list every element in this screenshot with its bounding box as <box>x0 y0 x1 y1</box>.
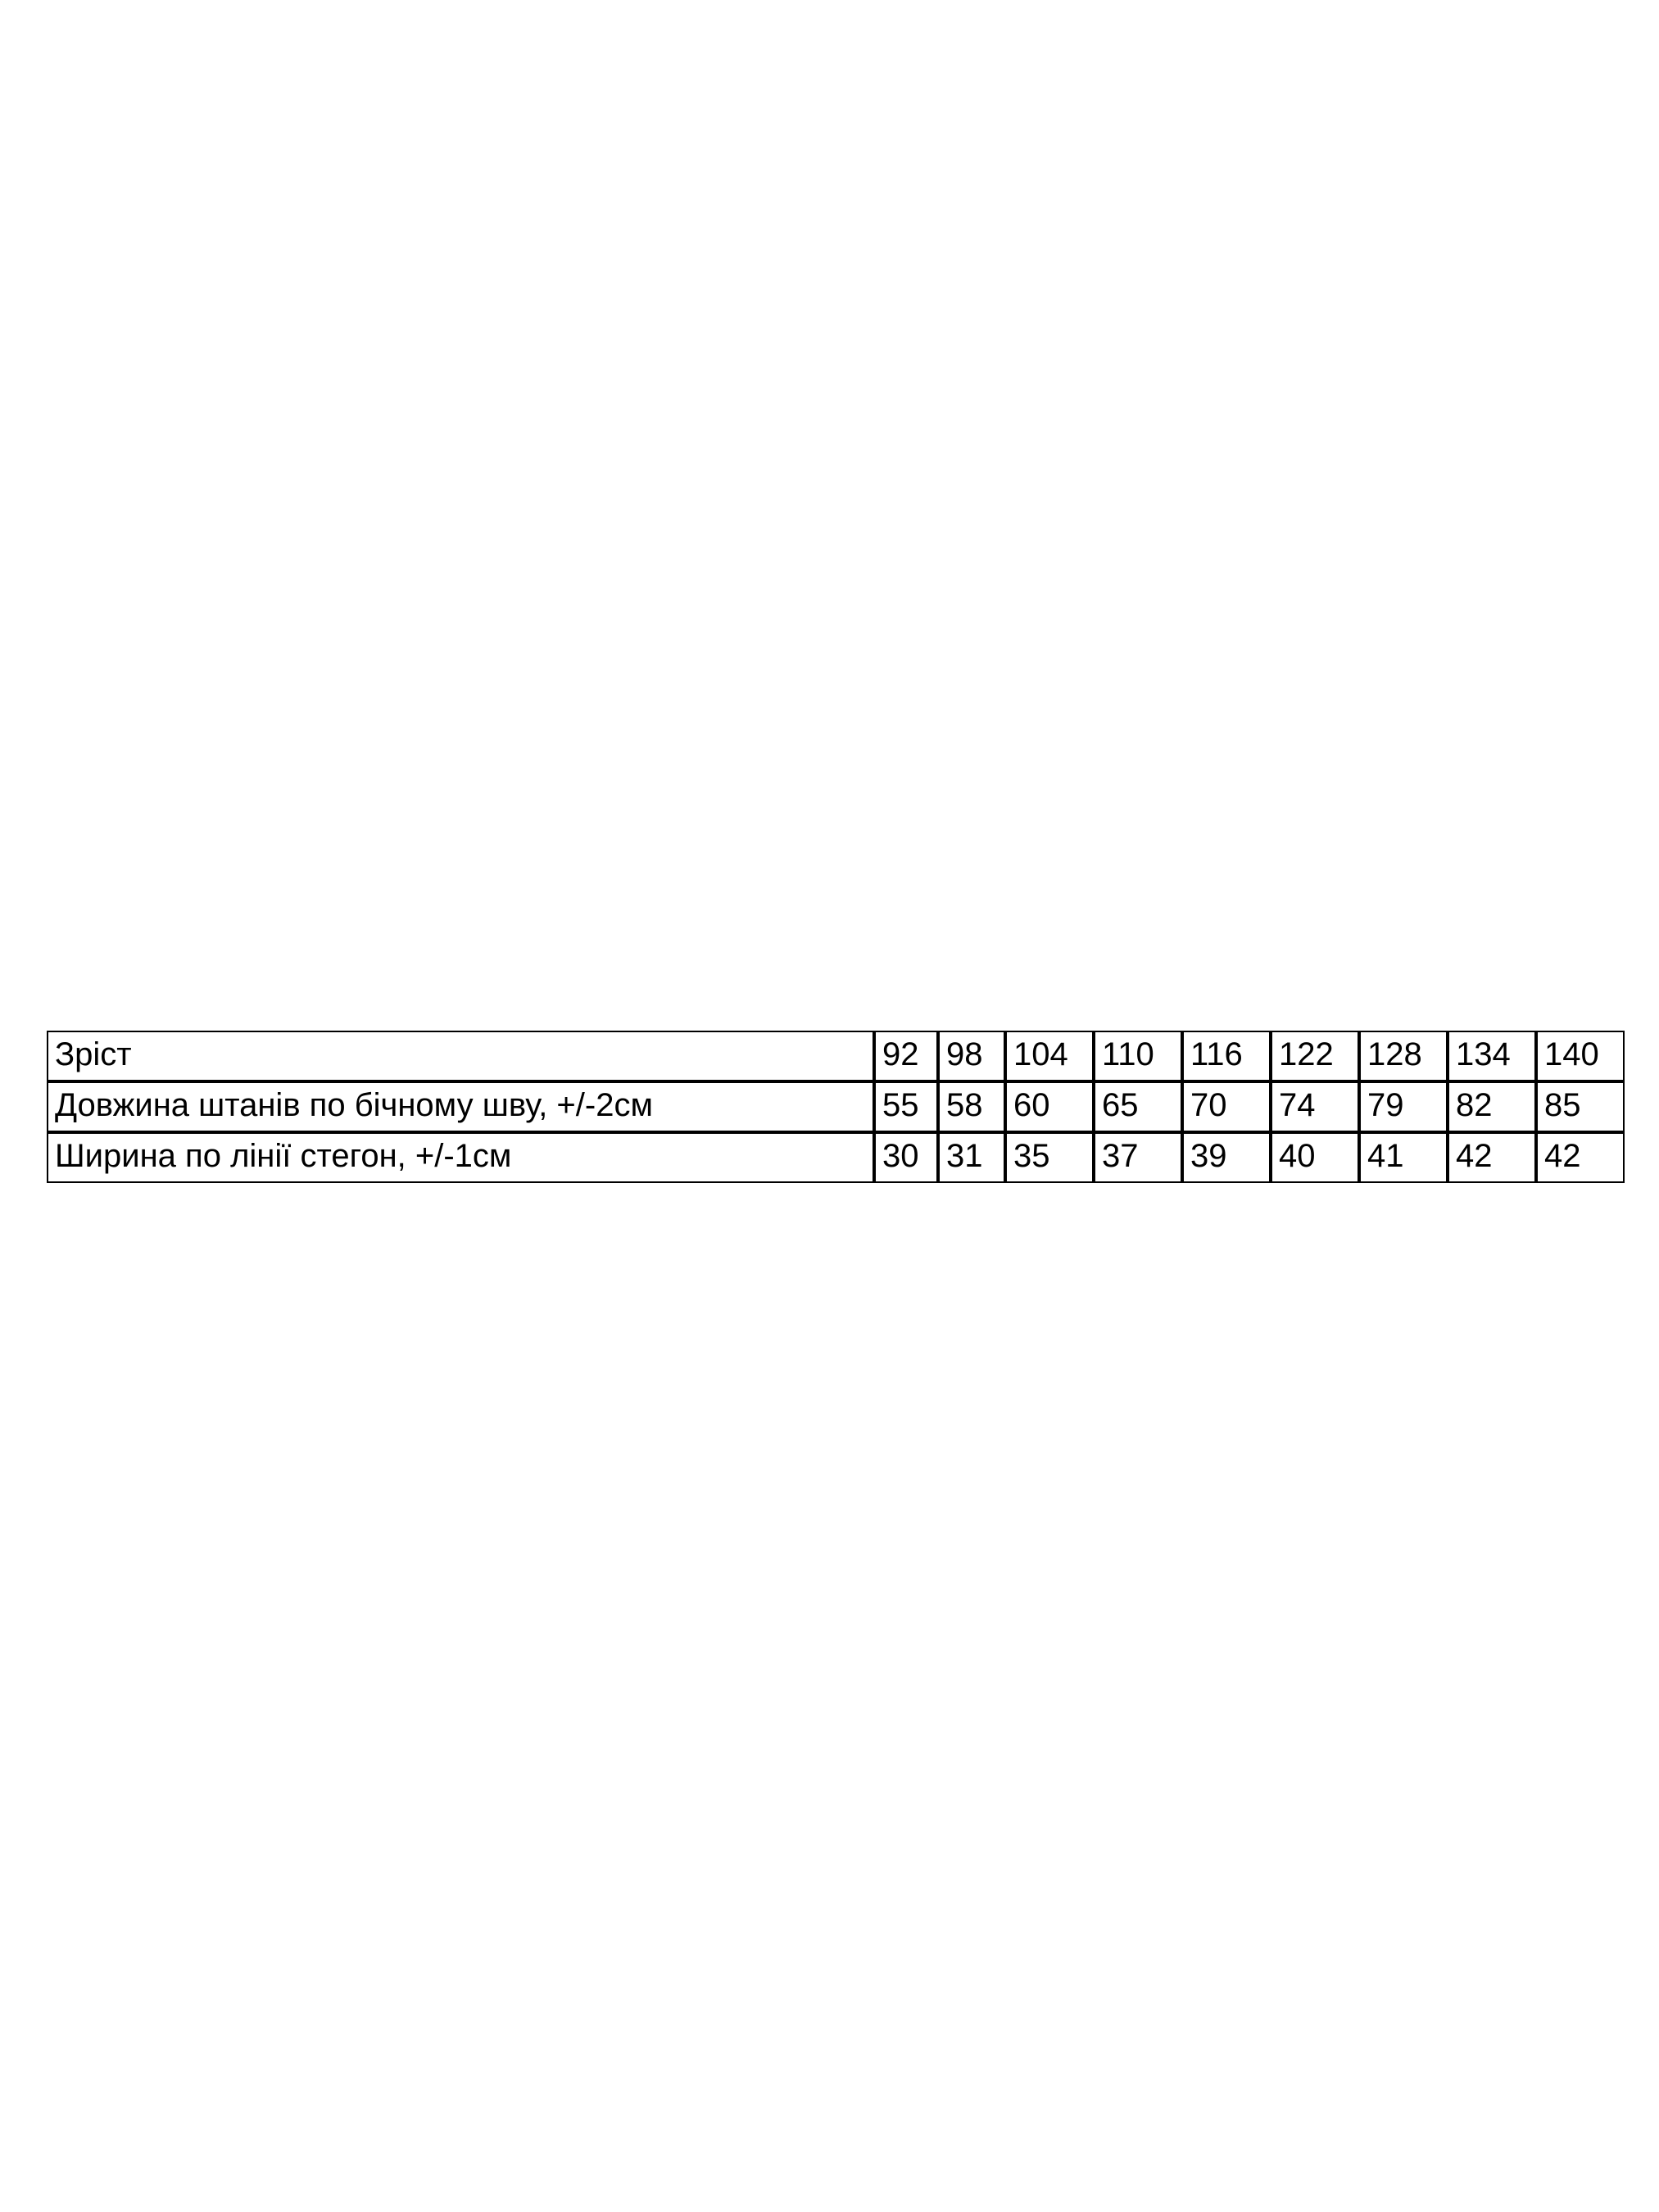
table-cell: 74 <box>1271 1081 1359 1132</box>
size-chart-table <box>47 1031 1625 1183</box>
table-cell: 134 <box>1448 1031 1536 1081</box>
table-cell: 37 <box>1094 1132 1182 1183</box>
table-cell: 60 <box>1005 1081 1094 1132</box>
row-label: Довжина штанів по бічному шву, +/-2см <box>47 1081 874 1132</box>
table-cell: 35 <box>1005 1132 1094 1183</box>
table-row <box>47 1081 1625 1132</box>
table-cell: 31 <box>938 1132 1005 1183</box>
table-cell: 116 <box>1182 1031 1271 1081</box>
table-cell: 65 <box>1094 1081 1182 1132</box>
size-chart-container <box>47 1031 1615 1183</box>
table-cell: 104 <box>1005 1031 1094 1081</box>
table-cell: 41 <box>1359 1132 1448 1183</box>
table-cell: 30 <box>874 1132 938 1183</box>
table-cell: 140 <box>1536 1031 1625 1081</box>
table-cell: 82 <box>1448 1081 1536 1132</box>
row-label: Ширина по лінії стегон, +/-1см <box>47 1132 874 1183</box>
row-label: Зріст <box>47 1031 874 1081</box>
table-cell: 122 <box>1271 1031 1359 1081</box>
table-cell: 110 <box>1094 1031 1182 1081</box>
table-cell: 58 <box>938 1081 1005 1132</box>
table-cell: 70 <box>1182 1081 1271 1132</box>
table-cell: 79 <box>1359 1081 1448 1132</box>
table-row <box>47 1132 1625 1183</box>
table-cell: 92 <box>874 1031 938 1081</box>
table-cell: 55 <box>874 1081 938 1132</box>
table-cell: 98 <box>938 1031 1005 1081</box>
table-row <box>47 1031 1625 1081</box>
table-cell: 85 <box>1536 1081 1625 1132</box>
table-cell: 128 <box>1359 1031 1448 1081</box>
table-cell: 42 <box>1536 1132 1625 1183</box>
table-cell: 40 <box>1271 1132 1359 1183</box>
table-cell: 42 <box>1448 1132 1536 1183</box>
table-cell: 39 <box>1182 1132 1271 1183</box>
